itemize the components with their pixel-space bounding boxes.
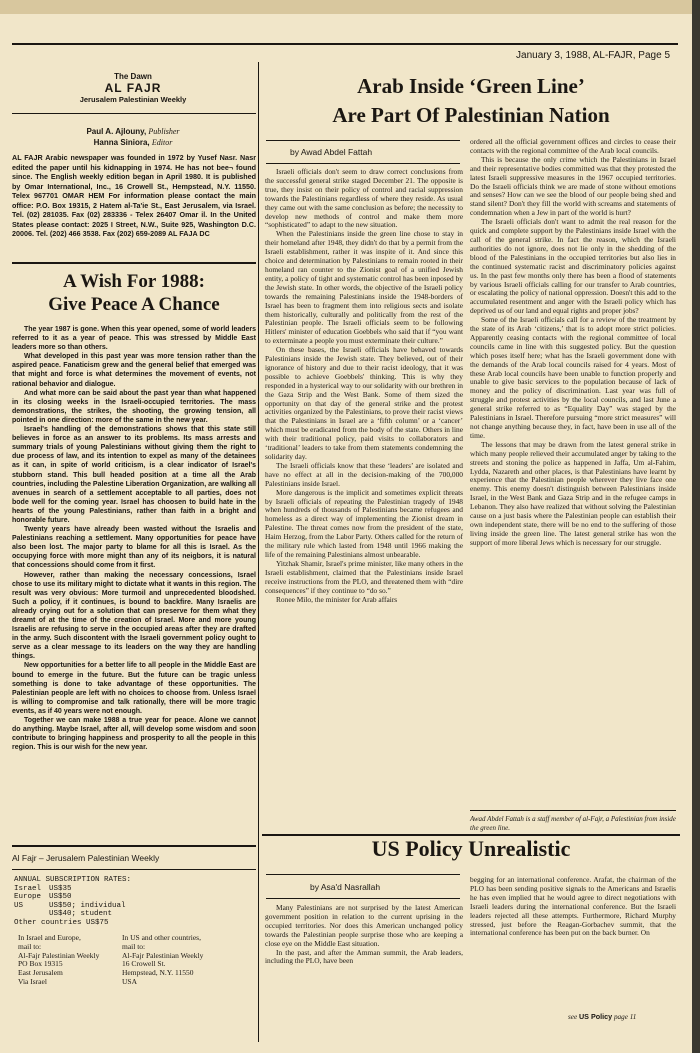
editorial-headline-line-2: Give Peace A Chance bbox=[48, 294, 220, 315]
editor-name: Hanna Siniora, bbox=[93, 138, 150, 147]
top-rule bbox=[12, 43, 678, 45]
rate-price: US$50; individual bbox=[49, 901, 126, 910]
rate-other: Other countries US$75 bbox=[14, 918, 109, 927]
lead-headline-line-2: Are Part Of Palestinian Nation bbox=[332, 103, 610, 127]
second-headline: US Policy Unrealistic bbox=[371, 836, 571, 861]
continued-label: US Policy bbox=[578, 1012, 613, 1021]
article-paragraph: The lessons that may be drawn from the latest general strike in which many people relieved their accumulated anger by taking to the streets and stoning the police as happened in Jaffa, Um al-Fahim, Lydda, Nazareth and other places, is that Palestinians have learnt by experience that the Palestinian people wherever they live face one enemy. This enemy doesn't distinguish between Palestinians inside Israel, in the West Bank and Gaza Strip and in the refugee camps in Lebanon. They also have realized that without solving the Palestinian cause on a just basis where the Palestinian people can establish their own independent state, there will be no end to the suffering of those living inside the green line. The latest general strike has won the support of more liberal Jews which is necessary for our struggle. bbox=[470, 439, 676, 547]
rate-region bbox=[14, 910, 49, 919]
publisher-name: Paul A. Ajlouny, bbox=[86, 127, 147, 136]
bio-rule bbox=[470, 810, 676, 811]
article-paragraph: Ronee Milo, the minister for Arab affairs bbox=[276, 594, 398, 604]
address-line: In US and other countries, bbox=[122, 933, 201, 942]
page-top-edge bbox=[0, 0, 692, 14]
editorial-body bbox=[12, 325, 256, 752]
editorial-paragraph: Twenty years have already been wasted without the Israelis and Palestinians reaching a settlement. Many opportunities for peace have also been lost. The major party to blame for all this is Israel. As the occupying force with more might than any of its neigbors, it is natural that concessions should come from it first. bbox=[12, 526, 256, 570]
staff-box bbox=[12, 126, 254, 148]
about-paragraph: AL FAJR Arabic newspaper was founded in 1972 by Yusef Nasr. Nasr edited the paper until his kidnapping in 1974. He has not bee¬ found since. The English weekly edition began in April 1980. It is published by Omar International, Inc., 16 Crowell St., Hempstead, N.Y. 11550. Telex 967701 OMAR HEM For information please contact the main office: P.O. Box 19315, 2 Hatem al-Ta'ie St., East Jerusalem, via Israel. Tel. (02) 281035. Fax (02) 283336 - Telex 26407 Omar il. In the United States please contact: 2025 I Street, N.W., Suite 925, Washington D.C. 20006. Tel. (202) 466 3538. Fax (202) 659-2089 AL FAJA DC bbox=[12, 153, 256, 238]
subscription-heading: ANNUAL SUBSCRIPTION RATES: bbox=[14, 876, 132, 884]
rate-row bbox=[14, 893, 134, 902]
byline-rule bbox=[266, 140, 460, 141]
continued-prefix: see bbox=[568, 1013, 578, 1021]
lead-byline: by Awad Abdel Fattah bbox=[290, 147, 373, 157]
address-line: PO Box 19315 bbox=[18, 959, 63, 969]
second-column-2 bbox=[470, 876, 676, 996]
article-paragraph: Yitzhak Shamir, Israel's prime minister, like many others in the Israeli establishment, claimed that the Palestinians inside Israel receive instructions from the PLO, and threatened them with “dire consequences” if they continue to “do so.” bbox=[265, 558, 463, 595]
editorial-paragraph: The year 1987 is gone. When this year opened, some of world leaders referred to it as a year of peace. This was stressed by Middle East leaders more so than others. bbox=[12, 326, 256, 352]
publisher-role: Publisher bbox=[148, 127, 180, 136]
rates-table bbox=[14, 885, 134, 919]
article-paragraph: The Israeli officials don't want to admit the real reason for the quick and complete support by the Palestinians inside Israel with the call of the general strike. In fact the reason, which the Israeli authorities do not ignore, does not lie only in the shedding of the blood of the Palestinians in the occupied territories but also lies in the continued systematic racist and discriminatory policies against us. In the past few months only there has been a flood of statements by various Israeli officials calling for our transfer to Arab countries, or escalating the policy of national oppression. Doesn't this add to the accumulated resentment and anger with the Israeli policy which has deprived us of our land and equal rights and proper jobs? bbox=[470, 217, 676, 316]
masthead-name: AL FAJR bbox=[104, 81, 162, 95]
page-folio: January 3, 1988, AL-FAJR, Page 5 bbox=[516, 50, 670, 61]
lead-column-2 bbox=[470, 138, 676, 808]
article-paragraph: On these bases, the Israeli officials have behaved towards Palestinians inside the Jewish state. They believed, out of their ignorance of history and due to their racist ideology, that it was possible to achieve Goebbels' thinking. This is why they responded in a hysterical way to our solidarity with our brethren in the Gaza Strip and the West Bank. Some of them sized the opportunity on that day of the general strike and the protest activities organized by the Palestinians, to prove their racist views that the Palestinians in Israel are a ‘fifth column’ or a ‘cancer’ which must be eradicated from the body of the state. Others in line with their traditional policy, paid visits to collaborators and ‘traditional’ leaders to take from them statements condemning the solidarity day. bbox=[265, 345, 463, 461]
article-paragraph: The Israeli officials know that these ‘leaders’ are isolated and have no effect at all in the decision-making of the 700,000 Palestinians inside Israel. bbox=[265, 460, 463, 488]
address-line: Al-Fajr Palestinian Weekly bbox=[18, 950, 100, 960]
rate-region: US bbox=[14, 901, 24, 910]
address-line: East Jerusalem bbox=[18, 968, 63, 978]
editorial-paragraph: New opportunities for a better life to all people in the Middle East are bound to emerge in the future. But the future can be tragic unless something is done to take advantage of these opportunities. The Palestinian people are left with no choices to choose from. Unless Israel is willing to compromise and talk rationally, there will be more tragic events, as if 40 years were not enough. bbox=[12, 662, 256, 715]
editorial-headline-line-1: A Wish For 1988: bbox=[63, 271, 205, 292]
address-line: USA bbox=[122, 976, 138, 986]
mailing-address-us bbox=[122, 934, 203, 987]
editorial-paragraph: Together we can make 1988 a true year for peace. Alone we cannot do anything. Maybe Israel, after all, will develop some wisdom and soon contribute to bringing happiness and prosperity to all the people in this region. This is our wish for the new year. bbox=[12, 717, 256, 752]
article-paragraph: In the past, and after the Amman summit, the Arab leaders, including the PLO, have been bbox=[265, 947, 463, 966]
rate-price: US$50 bbox=[49, 893, 72, 902]
subscription-rule bbox=[12, 845, 256, 847]
rate-region: Europe bbox=[14, 893, 42, 902]
article-paragraph: More dangerous is the implicit and sometimes explicit threats by Israeli officials of repeating the Palestinian tragedy of 1948 when hundreds of thousands of Palestinians became refugees and homeless as a direct way of implementing the Zionist dream in Palestine. The threat comes now from the president of the state, Haim Herzog, from the Labor Party. Others called for the return of the military rule which lasted from 1948 until 1966 making the life of the remaining Palestinians almost unbearable. bbox=[265, 487, 463, 559]
editorial-paragraph: However, rather than making the necessary concessions, Israel chose to use its military might to dictate what it wants in this region. The result was very obvious: More turmoil and unprecedented bloodshed. Such a policy, if it continues, is bound to backfire. Many Israelis are already crying out for a solution that can preserve for them what they dreamt of at the time of the creation of Israel. More and more young Israelis are refusing to serve in the occupied areas after they are drafted in the army. Such discontent with the Israeli government policy ought to serve as a clear message to its leaders on the way they are handling things. bbox=[12, 571, 256, 661]
rate-price: US$35 bbox=[49, 884, 72, 893]
continued-note bbox=[568, 1012, 636, 1021]
address-line: Via Israel bbox=[18, 976, 47, 986]
lead-headline bbox=[262, 72, 680, 130]
column-divider bbox=[258, 62, 259, 1042]
address-line: Al-Fajr Palestinian Weekly bbox=[122, 950, 204, 960]
lead-headline-line-1: Arab Inside ‘Green Line’ bbox=[357, 74, 585, 98]
article-paragraph: This is because the only crime which the Palestinians in Israel and their representative bodies committed was that they protested the latest Israeli suppressive measures in the 1967 occupied territories. Do the Israeli officials think we are made of stone without emotions and senses? How can we see the blood of our people being shed and stand silent? Don't they fill the world with screams and statements of condemnation when a Jew in part of the world is hurt? bbox=[470, 154, 676, 218]
byline-rule bbox=[266, 874, 460, 875]
article-paragraph: Israeli officials don't seem to draw correct conclusions from the successful general strike staged December 21. The opposite is true, they insist on their policy of control and racial suppression towards the Palestinians regardless of where they reside. As usual they came out with the same conclusion as before; the necessity to develop new methods of control and make them more “sophisticated” to adapt to the new situation. bbox=[265, 168, 463, 230]
address-line: mail to: bbox=[122, 941, 146, 951]
author-bio: Awad Abdel Fattah is a staff member of al-Fajr, a Palestinian from inside the green line. bbox=[470, 815, 676, 832]
mailing-address-israel bbox=[18, 934, 99, 987]
second-column-1 bbox=[265, 904, 463, 994]
editorial-paragraph: What developed in this past year was more tension rather than the aspired peace. Fanaticism grew and the general belief that emerged was that might and force is what determines the movement of events, not rational behavior and dialogue. bbox=[12, 353, 256, 388]
address-line: 16 Crowell St. bbox=[122, 959, 166, 969]
rate-row bbox=[14, 910, 134, 919]
address-line: mail to: bbox=[18, 941, 42, 951]
rate-row bbox=[14, 885, 134, 894]
subscription-rates bbox=[14, 876, 134, 928]
editor-role: Editor bbox=[151, 138, 173, 147]
masthead-dawn: The Dawn bbox=[114, 72, 152, 81]
masthead-tagline: Jerusalem Palestinian Weekly bbox=[79, 95, 187, 104]
rate-price: US$40; student bbox=[49, 910, 113, 919]
editorial-paragraph: Israel's handling of the demonstrations shows that this state still believes in force as an answer to its problems. Its mass arrests and summary trials of young Palestinians without giving them the right to due process of law, and its intention to expel as many of the detainees as it can, in spite of world criticism, is a clear indicator of Israel's stubborn stand. This bull headed position at a time all the Arab countries, including the Palestine Liberation Organization, are walking all avenues in search of a settlement acceptable to all parties, does not bode well for the coming year. Israel has choosen to build hate in the hearts of the young Palestinians, rather than faith in a bright and honorable future. bbox=[12, 426, 256, 524]
article-paragraph: Many Palestinians are not surprised by the latest American government position in relation to the current uprising in the occupied territories. Nor does this American unchanged policy towards the Palestinian people surprise those who are keeping a close eye on the Middle East situation. bbox=[265, 904, 463, 948]
article-paragraph: begging for an international conference. Arafat, the chairman of the PLO has been sending positive signals to the Americans and Israelis he has even implied that he would agree to direct negotiations with Israeli leaders during the international conference. But the Israeli leaders rejected all these attempts. Furthermore, Richard Murphy stressed, just before the Reagan-Gorbachev summit, that the international conference has been put on the back burner. On bbox=[470, 876, 676, 938]
section-rule bbox=[12, 262, 256, 264]
rate-region: Israel bbox=[14, 884, 42, 893]
editorial-headline bbox=[14, 270, 254, 316]
article-paragraph: ordered all the official government offices and circles to cease their contacts with the regional committee of the Arab local councils. bbox=[470, 138, 676, 155]
binding-edge bbox=[692, 0, 700, 1053]
masthead bbox=[12, 72, 254, 104]
subscription-title: Al Fajr – Jerusalem Palestinian Weekly bbox=[12, 853, 160, 863]
byline-rule bbox=[266, 163, 460, 164]
byline-rule bbox=[266, 898, 460, 899]
masthead-rule bbox=[12, 113, 256, 114]
article-paragraph: Some of the Israeli officials call for a review of the treatment by the state of its Arab ‘citizens,’ that is to adopt more strict policies. Apparently ceasing contacts with the regional committee of local councils came in line with this suggested policy. But the question which poses itself here; what has the Israeli government done with the demands of the Arab local councils raised for 4 years. Most of these Arab local councils have been unable to function properly and unable to give basic services to the population because of lack of money and the policy of discrimination. Last year was full of struggle and protest activities by the local councils, and last June a general strike referred to as “Equality Day” was staged by the Palestinians in Israel. Therefore pursuing “more strict measures” will not change anything because they, in fact, have been in use all of the time. bbox=[470, 315, 676, 440]
subscription-title-rule bbox=[12, 869, 256, 870]
editorial-paragraph: And what more can be said about the past year than what happened in its closing weeks in the Israeli-occupied territories. The mass demonstrations, the strikes, the shooting, the growing tension, all pointed in one direction: more of the same in the new year. bbox=[12, 389, 256, 424]
article-paragraph: When the Palestinians inside the green line chose to stay in their homeland after 1948, they didn't do that by a permit from the Israeli establishment, rather it was inspite of it. And since this choice and determination by Palestinians to remain rooted in their homeland ran counter to the Zionist goal of a unified Jewish entity, a policy of tight and systematic control has been inposed by the Jewish state. In other words, the objective of the Israeli policy towards the remaining Palestinians inside the 1948-borders of Israel has been to fragment them into religious sects and isolate them historically, culturally and politically from the rest of the Palestinian people. The Israeli officials seem to be following Hitlers' minister of education Goebbels who said that if “you want to exterminate a people you must exterminate their culture.” bbox=[265, 229, 463, 346]
address-line: In Israel and Europe, bbox=[18, 933, 81, 942]
address-line: Hempstead, N.Y. 11550 bbox=[122, 968, 194, 978]
continued-page: page 11 bbox=[613, 1013, 637, 1021]
lead-column-1 bbox=[265, 168, 463, 842]
rate-row bbox=[14, 902, 134, 911]
second-byline: by Asa'd Nasrallah bbox=[310, 882, 381, 892]
